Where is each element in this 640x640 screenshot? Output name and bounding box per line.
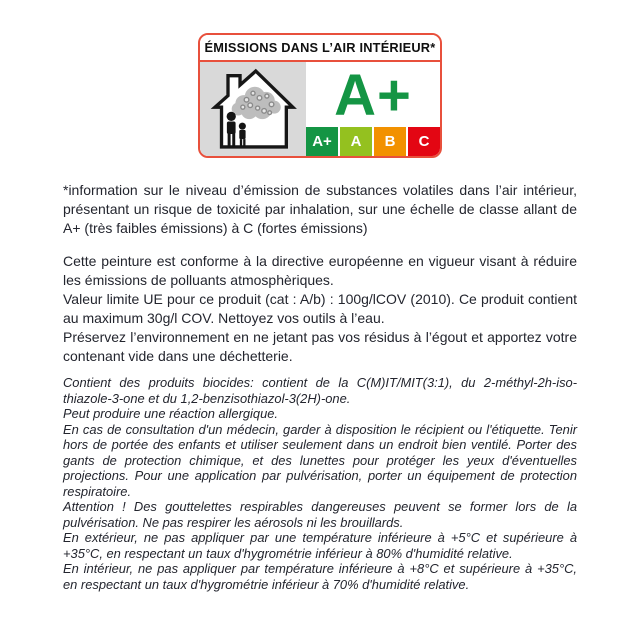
house-pollution-icon [203,64,303,154]
scale-grade-b: B [374,127,406,156]
rating-panel [306,62,440,156]
warning-allergy: Peut produire une réaction allergique. [63,406,278,421]
label-body [200,62,440,156]
label-title: ÉMISSIONS DANS L’AIR INTÉRIEUR* [200,35,440,62]
regulatory-text [63,181,577,592]
voc-limit-paragraph: Valeur limite UE pour ce produit (cat : A/b) : 100g/lCOV (2010). Ce produit contient au maximum 30g/l COV. Nettoyez vos outils à l’eau. [63,291,577,326]
directive-paragraph: Cette peinture est conforme à la directive européenne en vigueur visant à réduire les émissions de polluants atmosphèriques. [63,253,577,288]
warning-biocides: Contient des produits biocides: contient de la C(M)IT/MIT(3:1), du 2-méthyl-2h-isothiazole-3-one et du 1,2-benzisothiazol-3(2H)-one. [63,375,577,406]
scale-grade-c: C [408,127,440,156]
footnote-paragraph: *information sur le niveau d’émission de substances volatiles dans l’air intérieur, présentant un risque de toxicité par inhalation, sur une échelle de classe allant de A+ (très faibles émissions) à C (fortes émissions) [63,182,577,236]
warning-interior-temps: En intérieur, ne pas appliquer par température inférieure à +8°C et supérieure à +35°C, en respectant un taux d'hygrométrie inférieur à 70% d'humidité relative. [63,561,577,592]
house-illustration-panel [200,62,306,156]
warnings-block [63,375,577,592]
warning-droplets: Attention ! Des gouttelettes respirables dangereuses peuvent se former lors de la pulvérisation. Ne pas respirer les aérosols ni les brouillards. [63,499,577,530]
rating-value: A+ [334,62,412,128]
air-emissions-label [198,33,442,158]
scale-grade-a: A [340,127,372,156]
environment-paragraph: Préservez l’environnement en ne jetant pas vos résidus à l’égout et apportez votre contenant vide dans une déchetterie. [63,329,577,364]
scale-grade-aplus: A+ [306,127,338,156]
rating-scale [306,127,440,156]
warning-precautions: En cas de consultation d'un médecin, garder à disposition le récipient ou l'étiquette. Tenir hors de portée des enfants et utiliser seulement dans un endroit bien ventilé. Porter des gants de protection chimique, et des lunettes pour protéger les yeux d'éventuelles projections. Pour une application par pulvérisation, porter un équipement de protection respiratoire. [63,421,577,499]
compliance-block [63,252,577,366]
warning-exterior-temps: En extérieur, ne pas appliquer par une température inférieure à +5°C et supérieure à +35°C, en respectant un taux d'hygrométrie inférieur à 80% d'humidité relative. [63,530,577,561]
